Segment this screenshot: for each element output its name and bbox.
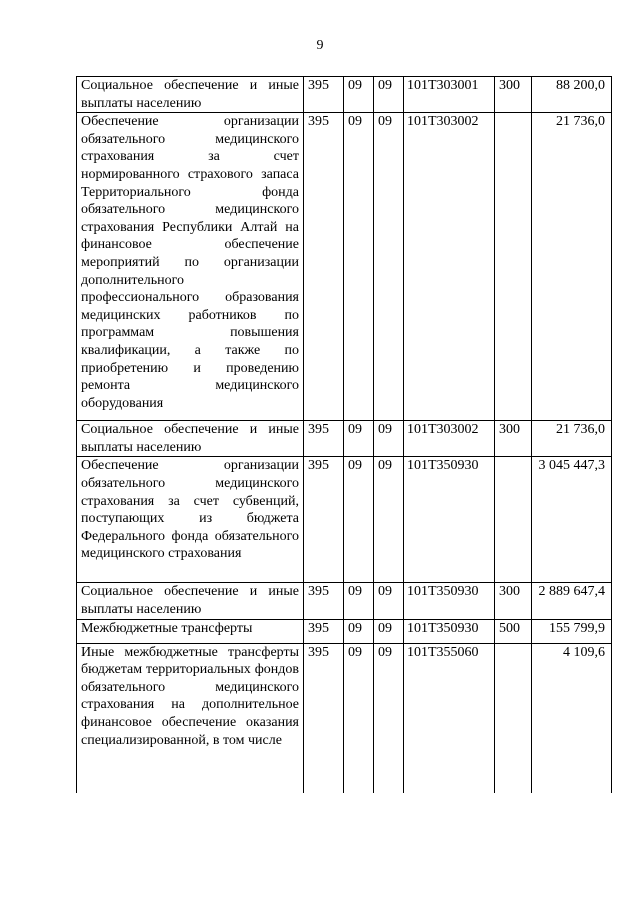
amount: 155 799,9 — [532, 619, 612, 643]
subsection-code: 09 — [374, 421, 404, 457]
subsection-code: 09 — [374, 619, 404, 643]
amount: 2 889 647,4 — [532, 583, 612, 619]
section-code: 09 — [344, 583, 374, 619]
row-description: Социальное обеспечение и иные выплаты населению — [77, 583, 304, 619]
row-description: Социальное обеспечение и иные выплаты населению — [77, 421, 304, 457]
subsection-code: 09 — [374, 643, 404, 793]
table-row — [77, 113, 612, 421]
target-article-code: 101Т303002 — [404, 421, 495, 457]
row-description: Иные межбюджетные трансферты бюджетам территориальных фондов обязательного медицинского страхования на дополнительное финансовое обеспечение оказания специализированной, в том числе — [77, 643, 304, 793]
target-article-code: 101Т303002 — [404, 113, 495, 421]
section-code: 09 — [344, 643, 374, 793]
subsection-code: 09 — [374, 457, 404, 583]
target-article-code: 101Т350930 — [404, 457, 495, 583]
expense-type-code: 300 — [495, 421, 532, 457]
section-code: 09 — [344, 77, 374, 113]
ministry-code: 395 — [304, 113, 344, 421]
expense-type-code: 300 — [495, 77, 532, 113]
target-article-code: 101Т355060 — [404, 643, 495, 793]
table-row — [77, 77, 612, 113]
row-description: Обеспечение организации обязательного медицинского страхования за счет субвенций, поступающих из бюджета Федерального фонда обязательного медицинского страхования — [77, 457, 304, 583]
ministry-code: 395 — [304, 457, 344, 583]
ministry-code: 395 — [304, 643, 344, 793]
row-description: Обеспечение организации обязательного медицинского страхования за счет нормированного страхового запаса Территориального фонда обязательного медицинского страхования Республики Алтай на финансовое обеспечение мероприятий по организации дополнительного профессионального образования медицинских работников по программам повышения квалификации, а также по приобретению и проведению ремонта медицинского оборудования — [77, 113, 304, 421]
amount: 3 045 447,3 — [532, 457, 612, 583]
expense-type-code — [495, 457, 532, 583]
budget-table — [76, 76, 612, 793]
table-row — [77, 421, 612, 457]
expense-type-code: 500 — [495, 619, 532, 643]
expense-type-code: 300 — [495, 583, 532, 619]
page-number: 9 — [316, 38, 324, 53]
row-description: Социальное обеспечение и иные выплаты населению — [77, 77, 304, 113]
table-row — [77, 583, 612, 619]
amount: 21 736,0 — [532, 113, 612, 421]
section-code: 09 — [344, 421, 374, 457]
expense-type-code — [495, 113, 532, 421]
target-article-code: 101Т350930 — [404, 619, 495, 643]
expense-type-code — [495, 643, 532, 793]
ministry-code: 395 — [304, 421, 344, 457]
section-code: 09 — [344, 113, 374, 421]
table-row — [77, 619, 612, 643]
section-code: 09 — [344, 619, 374, 643]
amount: 88 200,0 — [532, 77, 612, 113]
amount: 21 736,0 — [532, 421, 612, 457]
ministry-code: 395 — [304, 619, 344, 643]
subsection-code: 09 — [374, 583, 404, 619]
ministry-code: 395 — [304, 77, 344, 113]
target-article-code: 101Т303001 — [404, 77, 495, 113]
target-article-code: 101Т350930 — [404, 583, 495, 619]
section-code: 09 — [344, 457, 374, 583]
row-description: Межбюджетные трансферты — [77, 619, 304, 643]
subsection-code: 09 — [374, 113, 404, 421]
ministry-code: 395 — [304, 583, 344, 619]
subsection-code: 09 — [374, 77, 404, 113]
table-row — [77, 457, 612, 583]
table-row — [77, 643, 612, 793]
amount: 4 109,6 — [532, 643, 612, 793]
